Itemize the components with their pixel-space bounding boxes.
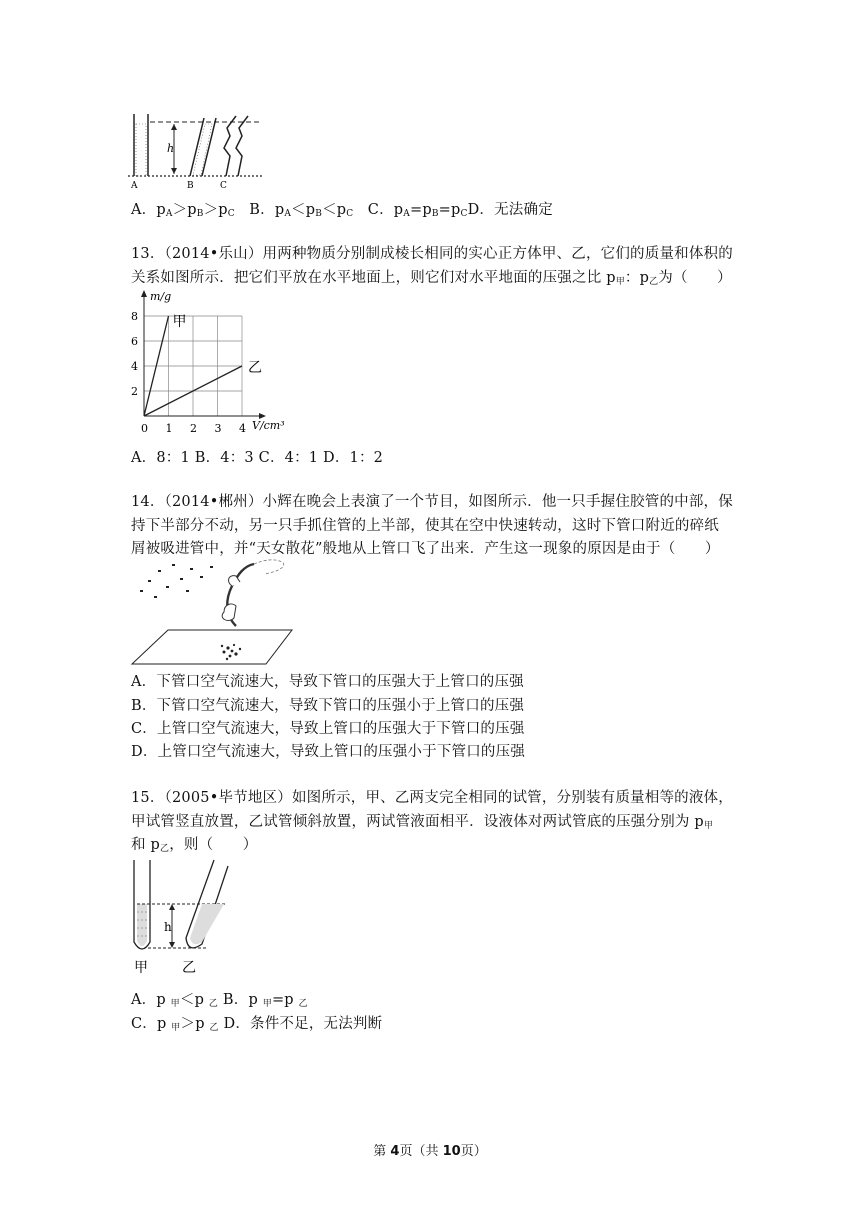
series-label-2: 乙 (248, 360, 262, 376)
q15-stem-line1: 15．（2005•毕节地区）如图所示，甲、乙两支完全相同的试管，分别装有质量相等的液体， (131, 790, 733, 806)
y-tick-label: 6 (131, 335, 138, 348)
y-axis-label: m/g (150, 290, 172, 303)
x-axis-label: V/cm³ (252, 419, 285, 432)
y-axis-arrow (141, 290, 147, 297)
x-tick-label: 2 (190, 422, 197, 435)
x-tick-label: 3 (214, 422, 222, 435)
q14-stem-line2: 持下半部分不动，另一只手抓住管的上半部，使其在空中快速转动，这时下管口附近的碎纸 (131, 518, 719, 534)
q15-label-right: 乙 (182, 960, 196, 974)
q12-label-c: C (220, 181, 227, 191)
q14-figure (128, 556, 298, 672)
y-tick-label: 2 (131, 385, 138, 398)
q14-option-b: B．下管口空气流速大，导致下管口的压强小于上管口的压强 (131, 698, 525, 714)
x-tick-label: 0 (141, 422, 148, 435)
paper-scraps-pile (221, 644, 241, 660)
q12-label-b: B (187, 181, 194, 191)
x-tick-label: 4 (239, 422, 246, 435)
series-label-1: 甲 (172, 314, 187, 330)
q14-option-c: C．上管口空气流速大，导致上管口的压强大于下管口的压强 (131, 721, 525, 737)
q14-option-d: D．上管口空气流速大，导致上管口的压强小于下管口的压强 (131, 744, 526, 760)
q15-options-line1: A．p $_甲$＜p $_乙$ B．p $_甲$=p $_乙$ (131, 992, 308, 1009)
page-footer: 第 4页（共 10页） (373, 1144, 487, 1159)
q14-stem-line1: 14．（2014•郴州）小辉在晚会上表演了一个节目，如图所示．他一只手握住胶管的中部，保 (131, 494, 733, 510)
q13-stem-line1: 13．（2014•乐山）用两种物质分别制成棱长相同的实心正方体甲、乙，它们的质量和体积的 (131, 246, 733, 262)
y-tick-label: 8 (131, 310, 138, 323)
q15-label-left: 甲 (134, 960, 148, 974)
paper-scraps-flying (140, 564, 213, 598)
q13-chart (124, 286, 304, 448)
q14-stem-line3: 屑被吸进管中，并“天女散花”般地从上管口飞了出来．产生这一现象的原因是由于（ ） (131, 541, 720, 557)
q15-options-line2: C．p $_甲$＞p $_乙$ D．条件不足，无法判断 (131, 1016, 383, 1033)
q12-h-label: h (167, 142, 175, 155)
q12-figure (128, 112, 268, 196)
q12-label-a: A (131, 181, 138, 191)
q13-options: A．8：1 B．4：3 C．4：1 D．1：2 (131, 450, 384, 466)
x-tick-label: 1 (165, 422, 173, 435)
y-tick-label: 4 (131, 360, 138, 373)
q15-figure (126, 856, 246, 978)
q15-h-label: h (164, 920, 172, 934)
q15-stem-line3: 和 $p_乙$，则（ ） (131, 837, 258, 854)
q15-stem-line2: 甲试管竖直放置，乙试管倾斜放置，两试管液面相平．设液体对两试管底的压强分别为 $p_甲$ (131, 814, 714, 831)
q12-options: A．$p_A>p_B>p_C$ B．$p_A<p_B<p_C$ C．$p_A=p_B=p_CD$．无法确定 (131, 202, 553, 219)
q13-stem-line2: 关系如图所示．把它们平放在水平地面上，则它们对水平地面的压强之比 $p_甲$：$p_乙$为（ ） (131, 270, 732, 287)
q14-option-a: A．下管口空气流速大，导致下管口的压强大于上管口的压强 (131, 674, 524, 690)
